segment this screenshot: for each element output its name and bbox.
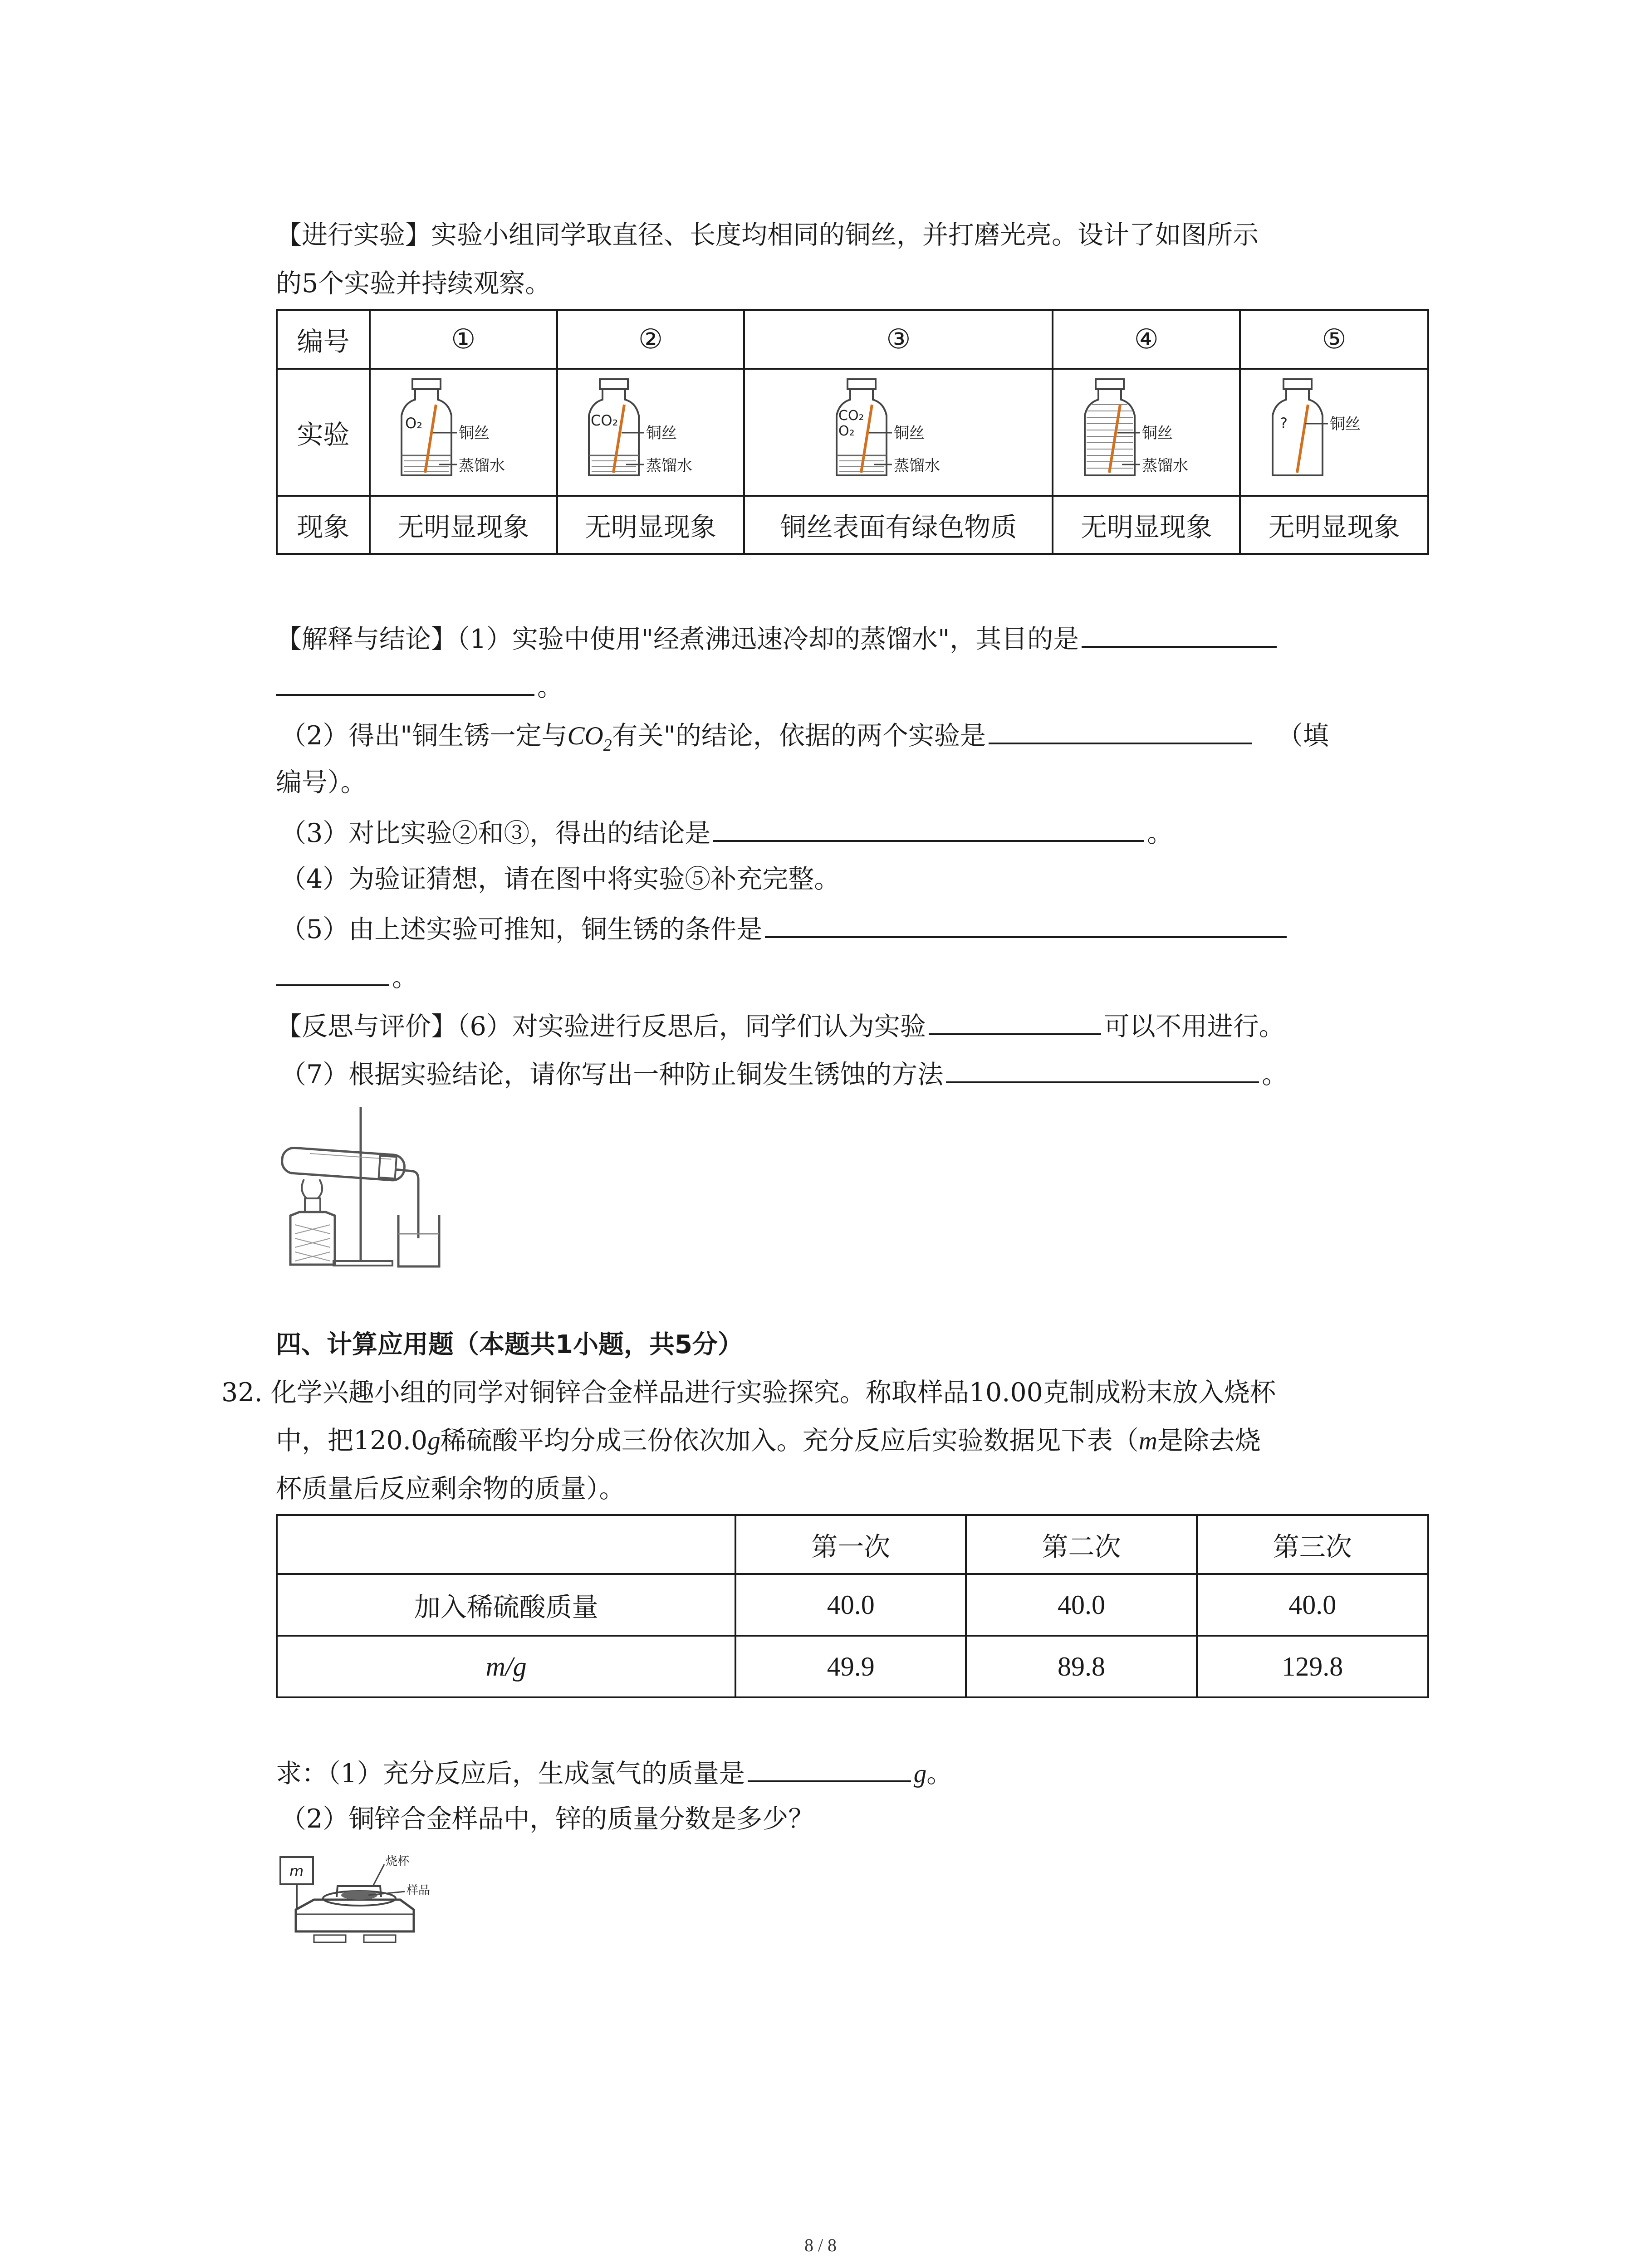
question-2-text-b: 有关"的结论，依据的两个实验是 [612,721,986,751]
gas-label: CO₂ [591,412,618,429]
punctuation: 。 [392,963,418,992]
intro-line-2: 的5个实验并持续观察。 [276,269,551,298]
page-number: 8 / 8 [804,2235,837,2255]
question-5-continued [276,957,418,996]
gas-label: O₂ [405,415,423,432]
question-32-line-3: 杯质量后反应剩余物的质量）。 [276,1474,625,1504]
q32-text-c: 是除去烧 [1157,1426,1261,1456]
gas-label-2: O₂ [838,423,855,439]
header-empty [277,1515,735,1574]
gas-label-1: CO₂ [838,408,865,424]
question-4-line: （4）为验证猜想，请在图中将实验⑤补充完整。 [280,864,840,894]
question-6-text-a: 【反思与评价】（6）对实验进行反思后，同学们认为实验 [276,1012,926,1041]
calc-question-2: （2）铜锌合金样品中，锌的质量分数是多少？ [280,1804,814,1834]
answer-blank-5b[interactable] [276,957,389,986]
question-7-line [280,1054,1288,1093]
label-copper-wire: 铜丝 [894,424,925,442]
question-32-line-1: 32. 化学兴趣小组的同学对铜锌合金样品进行实验探究。称取样品10.00克制成粉末放入烧杯 [221,1378,1276,1408]
observation-4: 无明显现象 [1053,496,1240,554]
bottle-co2-o2-figure [830,375,966,484]
label-distilled-water: 蒸馏水 [894,457,941,475]
label-copper-wire: 铜丝 [1141,424,1173,442]
exp-figure-1 [370,369,557,496]
symbol-m: m [1138,1427,1157,1455]
question-32-line-2 [276,1422,1261,1459]
exp-id-1: ① [370,310,557,369]
answer-blank-5a[interactable] [765,909,1287,938]
cell-value: 49.9 [735,1636,966,1697]
header-third: 第三次 [1197,1515,1428,1574]
label-beaker: 烧杯 [386,1855,410,1868]
experiment-table [276,309,1429,555]
question-6-line [276,1006,1285,1045]
punctuation: 。 [1147,818,1173,848]
question-2-text-c: （填 [1277,721,1329,751]
data-table [276,1514,1429,1698]
question-1-line [276,619,1279,657]
unit-g: /g [505,1651,527,1681]
bottle-unknown-figure [1266,375,1402,484]
bottle-co2-figure [583,375,719,484]
cell-value: 40.0 [735,1574,966,1636]
row-header-id: 编号 [277,310,370,369]
punctuation: 。 [537,672,563,702]
cell-value: 40.0 [1197,1574,1428,1636]
answer-blank-6[interactable] [929,1006,1101,1035]
calc-question-1 [276,1753,952,1792]
row-header-experiment: 实验 [277,369,370,496]
intro-line-1: 【进行实验】实验小组同学取直径、长度均相同的铜丝，并打磨光亮。设计了如图所示 [276,220,1259,250]
question-1-text: 【解释与结论】（1）实验中使用"经煮沸迅速冷却的蒸馏水"，其目的是 [276,624,1079,654]
unit-g: g [913,1760,927,1788]
gas-label: ? [1279,415,1288,432]
label-copper-wire: 铜丝 [459,424,490,442]
observation-1: 无明显现象 [370,496,557,554]
label-sample: 样品 [407,1884,431,1897]
question-3-text: （3）对比实验②和③，得出的结论是 [280,818,711,848]
cell-value: 129.8 [1197,1636,1428,1697]
answer-blank-h2[interactable] [748,1753,911,1782]
row-label-m [277,1636,735,1697]
question-5-text: （5）由上述实验可推知，铜生锈的条件是 [280,914,763,944]
bottle-o2-figure [395,375,531,484]
punctuation: 。 [1262,1060,1288,1090]
label-distilled-water: 蒸馏水 [646,457,693,475]
symbol-m: m [485,1651,505,1681]
section-4-title: 四、计算应用题（本题共1小题，共5分） [276,1330,743,1359]
q32-text-b: 稀硫酸平均分成三份依次加入。充分反应后实验数据见下表（ [440,1426,1139,1456]
label-copper-wire: 铜丝 [646,424,677,442]
question-2-continued: 编号）。 [276,767,367,797]
exp-id-5: ⑤ [1240,310,1428,369]
label-distilled-water: 蒸馏水 [1141,457,1188,475]
question-3-line [280,813,1173,851]
cell-value: 89.8 [966,1636,1196,1697]
answer-blank-7[interactable] [946,1054,1259,1083]
row-label-acid-mass: 加入稀硫酸质量 [277,1574,735,1636]
label-distilled-water: 蒸馏水 [459,457,505,475]
exp-id-3: ③ [744,310,1053,369]
observation-2: 无明显现象 [557,496,745,554]
exp-id-4: ④ [1053,310,1240,369]
q32-text-a: 中，把120.0 [276,1426,428,1456]
exp-id-2: ② [557,310,745,369]
heating-apparatus-figure [277,1102,458,1275]
answer-blank-3[interactable] [713,813,1144,842]
co2-subscript: 2 [603,736,612,755]
exp-figure-5 [1240,369,1428,496]
exp-figure-3 [744,369,1053,496]
question-1-continued [276,667,563,705]
answer-blank-1b[interactable] [276,667,534,696]
punctuation: 。 [926,1759,953,1789]
question-6-text-b: 可以不用进行。 [1103,1012,1285,1041]
question-2-line [280,715,1329,763]
label-copper-wire: 铜丝 [1329,415,1361,433]
answer-blank-1a[interactable] [1082,619,1277,648]
header-first: 第一次 [735,1515,966,1574]
exp-figure-4 [1053,369,1240,496]
header-second: 第二次 [966,1515,1196,1574]
bottle-full-water-figure [1078,375,1215,484]
display-m: m [289,1862,304,1880]
answer-blank-2[interactable] [989,715,1252,744]
question-5-line [280,909,1289,948]
row-header-observation: 现象 [277,496,370,554]
question-2-text-a: （2）得出"铜生锈一定与 [280,721,568,751]
observation-3: 铜丝表面有绿色物质 [744,496,1053,554]
exp-figure-2 [557,369,745,496]
calc-question-1-text: 求：（1）充分反应后，生成氢气的质量是 [276,1759,745,1789]
co2-formula: CO [567,722,603,750]
unit-g: g [427,1427,441,1455]
question-7-text: （7）根据实验结论，请你写出一种防止铜发生锈蚀的方法 [280,1060,944,1090]
cell-value: 40.0 [966,1574,1196,1636]
observation-5: 无明显现象 [1240,496,1428,554]
balance-figure [278,1846,459,1950]
